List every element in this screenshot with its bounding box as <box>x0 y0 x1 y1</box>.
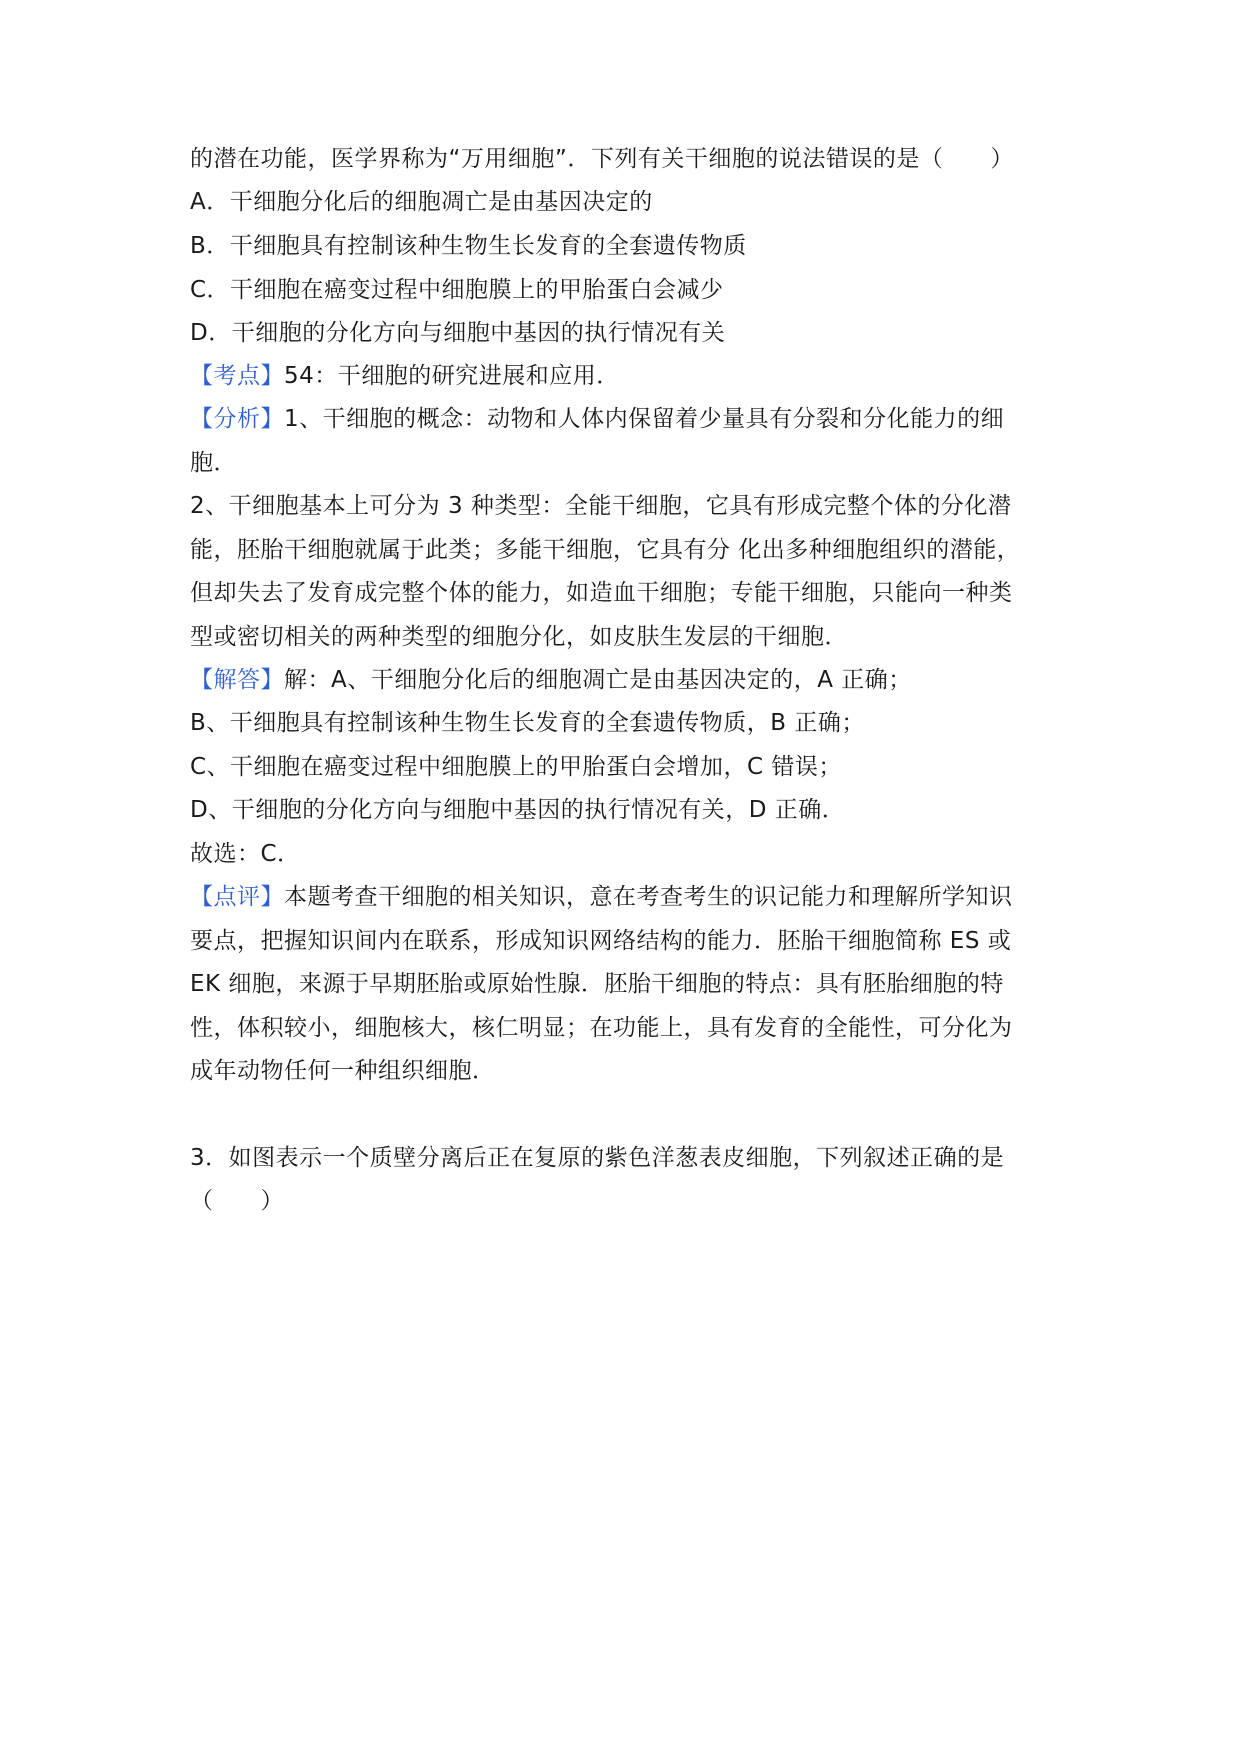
kaodian-section <box>190 361 1060 391</box>
fenxi-line: 2、干细胞基本上可分为 3 种类型：全能干细胞，它具有形成完整个体的分化潜 <box>190 493 1012 519</box>
jieda-tag: 【解答】 <box>190 667 284 693</box>
jieda-section <box>190 665 1060 695</box>
dianping-line: 要点，把握知识间内在联系，形成知识网络结构的能力．胚胎干细胞简称 ES 或 <box>190 928 1012 954</box>
fenxi-tag: 【分析】 <box>190 406 284 432</box>
dianping-line: 性，体积较小，细胞核大，核仁明显；在功能上，具有发育的全能性，可分化为 <box>190 1015 1013 1041</box>
option-a: A．干细胞分化后的细胞凋亡是由基因决定的 <box>190 189 653 215</box>
jieda-line: 解：A、干细胞分化后的细胞凋亡是由基因决定的，A 正确； <box>284 667 912 693</box>
kaodian-text: 54：干细胞的研究进展和应用． <box>284 363 620 389</box>
dianping-line: EK 细胞，来源于早期胚胎或原始性腺．胚胎干细胞的特点：具有胚胎细胞的特 <box>190 971 1004 997</box>
dianping-section <box>190 882 1060 912</box>
fenxi-line: 能，胚胎干细胞就属于此类；多能干细胞，它具有分 化出多种细胞组织的潜能， <box>190 537 1021 563</box>
answer-choice: 故选：C． <box>190 841 301 867</box>
kaodian-tag: 【考点】 <box>190 363 284 389</box>
dianping-line: 成年动物任何一种组织细胞． <box>190 1058 496 1084</box>
option-d: D．干细胞的分化方向与细胞中基因的执行情况有关 <box>190 320 726 346</box>
question-3-blank: （ ） <box>190 1188 284 1214</box>
option-b: B．干细胞具有控制该种生物生长发育的全套遗传物质 <box>190 233 747 259</box>
fenxi-line: 型或密切相关的两种类型的细胞分化，如皮肤生发层的干细胞． <box>190 624 848 650</box>
fenxi-line: 1、干细胞的概念：动物和人体内保留着少量具有分裂和分化能力的细 <box>284 406 1005 432</box>
fenxi-section <box>190 404 1060 434</box>
jieda-line: C、干细胞在癌变过程中细胞膜上的甲胎蛋白会增加，C 错误； <box>190 754 842 780</box>
question-2-stem-continuation: 的潜在功能，医学界称为“万用细胞”．下列有关干细胞的说法错误的是（ ） <box>190 146 1014 172</box>
dianping-line: 本题考查干细胞的相关知识，意在考查考生的识记能力和理解所学知识 <box>284 884 1013 910</box>
question-3-stem: 3．如图表示一个质壁分离后正在复原的紫色洋葱表皮细胞，下列叙述正确的是 <box>190 1145 1005 1171</box>
fenxi-line: 但却失去了发育成完整个体的能力，如造血干细胞；专能干细胞，只能向一种类 <box>190 580 1013 606</box>
option-c: C．干细胞在癌变过程中细胞膜上的甲胎蛋白会减少 <box>190 277 724 303</box>
jieda-line: B、干细胞具有控制该种生物生长发育的全套遗传物质，B 正确； <box>190 710 865 736</box>
dianping-tag: 【点评】 <box>190 884 284 910</box>
jieda-line: D、干细胞的分化方向与细胞中基因的执行情况有关，D 正确． <box>190 797 846 823</box>
fenxi-line: 胞． <box>190 450 237 476</box>
